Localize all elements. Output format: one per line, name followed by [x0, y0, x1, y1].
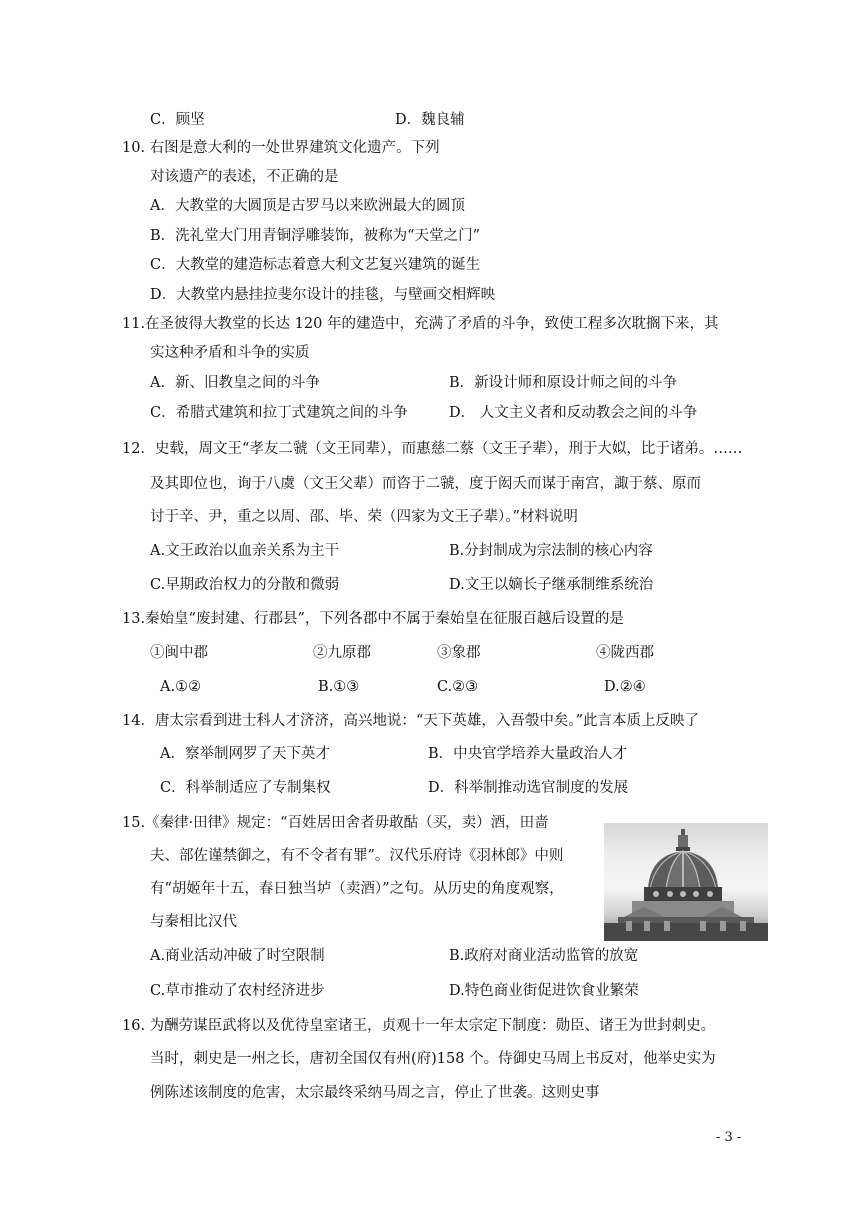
q12-stem-line-1: 12．史载，周文王“孝友二虢（文王同辈），而惠慈二蔡（文王子辈），刑于大姒，比于诸弟。……: [122, 441, 743, 457]
q11-option-b: B．新设计师和原设计师之间的斗争: [449, 375, 678, 391]
q10-option-c: C．大教堂的建造标志着意大利文艺复兴建筑的诞生: [150, 257, 481, 273]
q11-stem-line-1: 11.在圣彼得大教堂的长达 120 年的建造中，充满了矛盾的斗争，致使工程多次耽搁下来，其: [122, 316, 719, 332]
q9-option-d: D．魏良辅: [395, 112, 465, 128]
q14-option-a: A．察举制网罗了天下英才: [160, 746, 330, 762]
q10-option-d: D．大教堂内悬挂拉斐尔设计的挂毯，与壁画交相辉映: [150, 287, 496, 303]
q13-option-c: C.②③: [437, 679, 479, 695]
page-number: - 3 -: [716, 1130, 742, 1145]
q12-stem-line-3: 讨于辛、尹，重之以周、邵、毕、荣（四家为文王子辈）。”材料说明: [150, 509, 578, 525]
q15-stem-line-1: 15.《秦律·田律》规定：“百姓居田舍者毋敢酤（买，卖）酒，田啬: [122, 815, 549, 831]
q12-option-d: D.文王以嫡长子继承制维系统治: [449, 577, 654, 593]
q13-item-4: ④陇西郡: [596, 645, 654, 661]
q13-stem: 13.秦始皇“废封建、行郡县”，下列各郡中不属于秦始皇在征服百越后设置的是: [122, 611, 624, 627]
q15-option-c: C.草市推动了农村经济进步: [150, 983, 325, 999]
q13-item-1: ①闽中郡: [150, 645, 208, 661]
q14-stem: 14．唐太宗看到进士科人才济济，高兴地说：“天下英雄，入吾彀中矣。”此言本质上反映了: [122, 713, 700, 729]
q15-option-d: D.特色商业街促进饮食业繁荣: [449, 983, 639, 999]
q10-stem-line-1: 10. 右图是意大利的一处世界建筑文化遗产。下列: [122, 140, 440, 156]
q10-option-a: A．大教堂的大圆顶是古罗马以来欧洲最大的圆顶: [150, 198, 465, 214]
q10-stem-line-2: 对该遗产的表述，不正确的是: [150, 169, 339, 185]
q14-option-d: D．科举制推动选官制度的发展: [428, 780, 629, 796]
q11-option-c: C．希腊式建筑和拉丁式建筑之间的斗争: [150, 405, 408, 421]
cathedral-dome-photo: [604, 823, 768, 941]
q15-option-b: B.政府对商业活动监管的放宽: [449, 948, 639, 964]
q12-option-b: B.分封制成为宗法制的核心内容: [449, 543, 653, 559]
q14-option-b: B．中央官学培养大量政治人才: [428, 746, 628, 762]
q13-option-a: A.①②: [160, 679, 202, 695]
q15-stem-line-2: 夫、部佐谨禁御之，有不令者有罪”。汉代乐府诗《羽林郎》中则: [150, 848, 564, 864]
q10-option-b: B．洗礼堂大门用青铜浮雕装饰，被称为“天堂之门”: [150, 228, 480, 244]
q15-option-a: A.商业活动冲破了时空限制: [150, 948, 325, 964]
q16-stem-line-3: 例陈述该制度的危害，太宗最终采纳马周之言，停止了世袭。这则史事: [150, 1085, 600, 1101]
q16-stem-line-1: 16. 为酬劳谋臣武将以及优待皇室诸王，贞观十一年太宗定下制度：勋臣、诸王为世封刺史。: [122, 1018, 716, 1034]
q16-stem-line-2: 当时，刺史是一州之长，唐初全国仅有州(府)158 个。侍御史马周上书反对，他举史实为: [150, 1051, 716, 1067]
q12-stem-line-2: 及其即位也，询于八虞（文王父辈）而咨于二虢，度于闳夭而谋于南宫，諏于蔡、原而: [150, 476, 701, 492]
q9-option-c: C．顾坚: [150, 112, 205, 128]
q15-stem-line-3: 有“胡姬年十五，春日独当垆（卖酒）”之句。从历史的角度观察，: [150, 881, 564, 897]
q12-option-a: A.文王政治以血亲关系为主干: [150, 543, 340, 559]
q13-option-b: B.①③: [318, 679, 360, 695]
q11-stem-line-2: 实这种矛盾和斗争的实质: [150, 345, 310, 361]
q15-stem-line-4: 与秦相比汉代: [150, 914, 237, 930]
q13-option-d: D.②④: [604, 679, 646, 695]
q14-option-c: C．科举制适应了专制集权: [160, 780, 331, 796]
q11-option-a: A．新、旧教皇之间的斗争: [150, 375, 320, 391]
q12-option-c: C.早期政治权力的分散和微弱: [150, 577, 340, 593]
q11-option-d: D． 人文主义者和反动教会之间的斗争: [449, 405, 698, 421]
q13-item-2: ②九原郡: [313, 645, 371, 661]
q13-item-3: ③象郡: [437, 645, 481, 661]
